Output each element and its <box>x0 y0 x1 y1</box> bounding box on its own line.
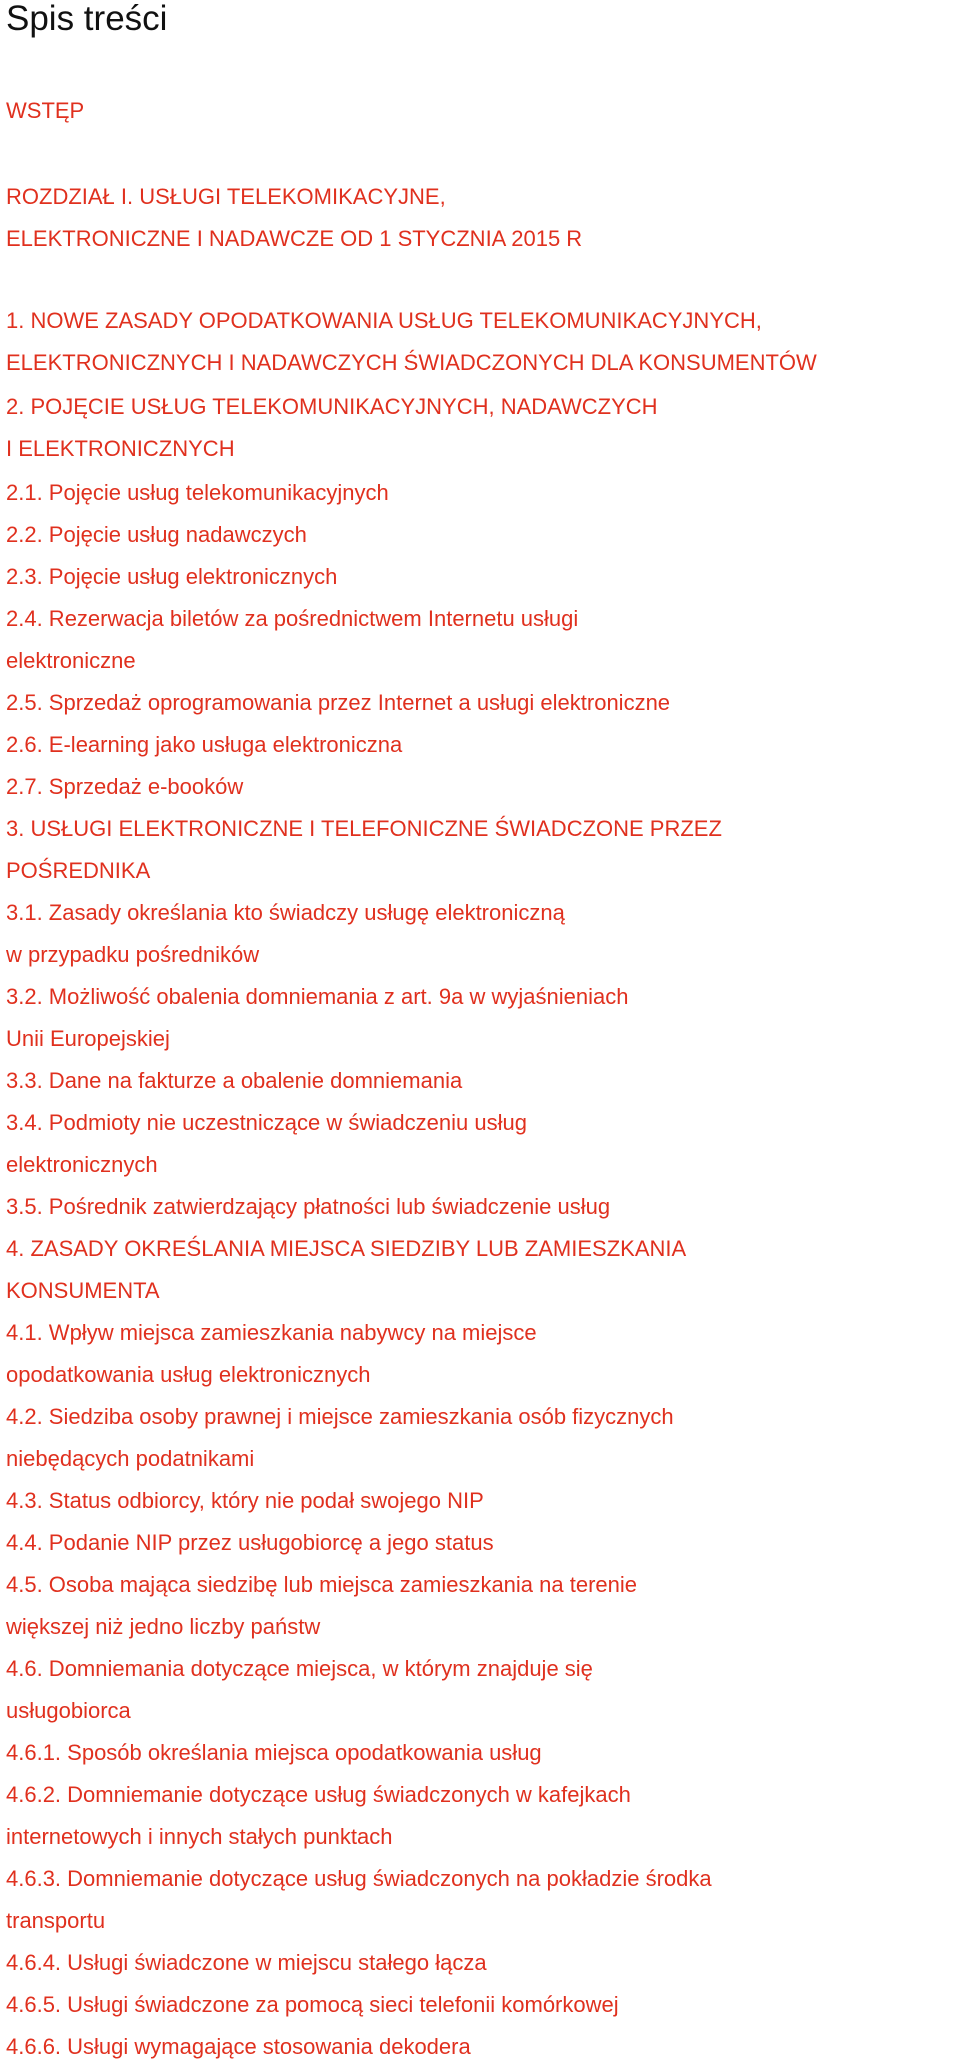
toc-entry[interactable] <box>6 1564 637 1648</box>
toc-entry-line: niebędących podatnikami <box>6 1446 255 1471</box>
toc-entry-line: 2.1. Pojęcie usług telekomunikacyjnych <box>6 480 389 505</box>
toc-entry[interactable] <box>6 724 402 766</box>
toc-entry[interactable] <box>6 472 389 514</box>
toc-entry[interactable] <box>6 766 243 808</box>
toc-entry-line: 2.7. Sprzedaż e-booków <box>6 774 244 799</box>
toc-entry-line: 2.3. Pojęcie usług elektronicznych <box>6 564 338 589</box>
toc-entry-line: 4.6.6. Usługi wymagające stosowania dekodera <box>6 2034 471 2059</box>
toc-entry[interactable] <box>6 1648 593 1732</box>
page-title: Spis treści <box>6 0 168 38</box>
toc-entry-line: 2.4. Rezerwacja biletów za pośrednictwem Internetu usługi <box>6 606 579 631</box>
toc-entry[interactable] <box>6 976 628 1060</box>
toc-entry[interactable] <box>6 1312 537 1396</box>
toc-entry-line: 3.4. Podmioty nie uczestniczące w świadczeniu usług <box>6 1110 527 1135</box>
toc-entry-line: elektroniczne <box>6 648 136 673</box>
toc-entry-line: 3.1. Zasady określania kto świadczy usługę elektroniczną <box>6 900 565 925</box>
toc-entry-line: 3. USŁUGI ELEKTRONICZNE I TELEFONICZNE ŚWIADCZONE PRZEZ <box>6 816 722 841</box>
toc-entry-line: internetowych i innych stałych punktach <box>6 1824 393 1849</box>
toc-entry-line: 4.6.1. Sposób określania miejsca opodatkowania usług <box>6 1740 542 1765</box>
toc-entry-line: 3.2. Możliwość obalenia domniemania z art. 9a w wyjaśnieniach <box>6 984 629 1009</box>
toc-entry[interactable] <box>6 1732 542 1774</box>
toc-entry-line: 4.6.2. Domniemanie dotyczące usług świadczonych w kafejkach <box>6 1782 631 1807</box>
toc-entry-line: elektronicznych <box>6 1152 158 1177</box>
toc-entry-line: 2.2. Pojęcie usług nadawczych <box>6 522 307 547</box>
toc-entry-line: ELEKTRONICZNYCH I NADAWCZYCH ŚWIADCZONYCH DLA KONSUMENTÓW <box>6 350 817 375</box>
toc-entry-line: 3.3. Dane na fakturze a obalenie domniemania <box>6 1068 463 1093</box>
toc-entry-line: 1. NOWE ZASADY OPODATKOWANIA USŁUG TELEKOMUNIKACYJNYCH, <box>6 308 762 333</box>
toc-entry-line: 3.5. Pośrednik zatwierdzający płatności lub świadczenie usług <box>6 1194 611 1219</box>
toc-entry-line: 4.6.4. Usługi świadczone w miejscu stałego łącza <box>6 1950 487 1975</box>
toc-entry-line: 2. POJĘCIE USŁUG TELEKOMUNIKACYJNYCH, NADAWCZYCH <box>6 394 658 419</box>
toc-entry[interactable] <box>6 386 658 470</box>
toc-entry[interactable] <box>6 90 84 132</box>
toc-entry[interactable] <box>6 1984 619 2026</box>
toc-entry[interactable] <box>6 1102 527 1186</box>
toc-entry[interactable] <box>6 1858 712 1942</box>
toc-entry[interactable] <box>6 1186 610 1228</box>
toc-entry[interactable] <box>6 1522 494 1564</box>
toc-entry[interactable] <box>6 598 578 682</box>
toc-entry-line: KONSUMENTA <box>6 1278 160 1303</box>
toc-entry-line: większej niż jedno liczby państw <box>6 1614 321 1639</box>
toc-entry-line: WSTĘP <box>6 98 85 123</box>
toc-entry-line: transportu <box>6 1908 106 1933</box>
toc-entry[interactable] <box>6 300 817 384</box>
toc-entry[interactable] <box>6 1774 631 1858</box>
toc-entry-line: 2.5. Sprzedaż oprogramowania przez Internet a usługi elektroniczne <box>6 690 671 715</box>
toc-entry[interactable] <box>6 682 670 724</box>
toc-entry-line: 4. ZASADY OKREŚLANIA MIEJSCA SIEDZIBY LUB ZAMIESZKANIA <box>6 1236 687 1261</box>
toc-entry[interactable] <box>6 808 722 892</box>
toc-entry[interactable] <box>6 1060 462 1102</box>
toc-entry-line: ROZDZIAŁ I. USŁUGI TELEKOMIKACYJNE, <box>6 184 446 209</box>
toc-entry-line: 4.2. Siedziba osoby prawnej i miejsce zamieszkania osób fizycznych <box>6 1404 674 1429</box>
toc-entry-line: 2.6. E-learning jako usługa elektroniczna <box>6 732 403 757</box>
toc-entry-line: 4.4. Podanie NIP przez usługobiorcę a jego status <box>6 1530 494 1555</box>
toc-entry-line: 4.6.5. Usługi świadczone za pomocą sieci telefonii komórkowej <box>6 1992 619 2017</box>
toc-entry-line: ELEKTRONICZNE I NADAWCZE OD 1 STYCZNIA 2015 R <box>6 226 583 251</box>
toc-entry[interactable] <box>6 556 337 598</box>
toc-entry[interactable] <box>6 1480 484 1522</box>
toc-entry[interactable] <box>6 514 307 556</box>
toc-entry[interactable] <box>6 1228 686 1312</box>
toc-entry-line: usługobiorca <box>6 1698 131 1723</box>
toc-entry[interactable] <box>6 1942 487 1984</box>
toc-entry-line: opodatkowania usług elektronicznych <box>6 1362 371 1387</box>
toc-entry[interactable] <box>6 1396 674 1480</box>
toc-entry-line: POŚREDNIKA <box>6 858 151 883</box>
toc-entry[interactable] <box>6 892 565 976</box>
toc-entry-line: 4.6. Domniemania dotyczące miejsca, w którym znajduje się <box>6 1656 593 1681</box>
toc-entry-line: 4.1. Wpływ miejsca zamieszkania nabywcy na miejsce <box>6 1320 537 1345</box>
toc-entry-line: 4.6.3. Domniemanie dotyczące usług świadczonych na pokładzie środka <box>6 1866 712 1891</box>
toc-entry-line: 4.5. Osoba mająca siedzibę lub miejsca zamieszkania na terenie <box>6 1572 637 1597</box>
toc-entry-line: Unii Europejskiej <box>6 1026 170 1051</box>
toc-entry-line: w przypadku pośredników <box>6 942 260 967</box>
toc-entry-line: I ELEKTRONICZNYCH <box>6 436 235 461</box>
toc-entry[interactable] <box>6 176 582 260</box>
toc-entry-line: 4.3. Status odbiorcy, który nie podał swojego NIP <box>6 1488 484 1513</box>
toc-entry[interactable] <box>6 2026 471 2068</box>
